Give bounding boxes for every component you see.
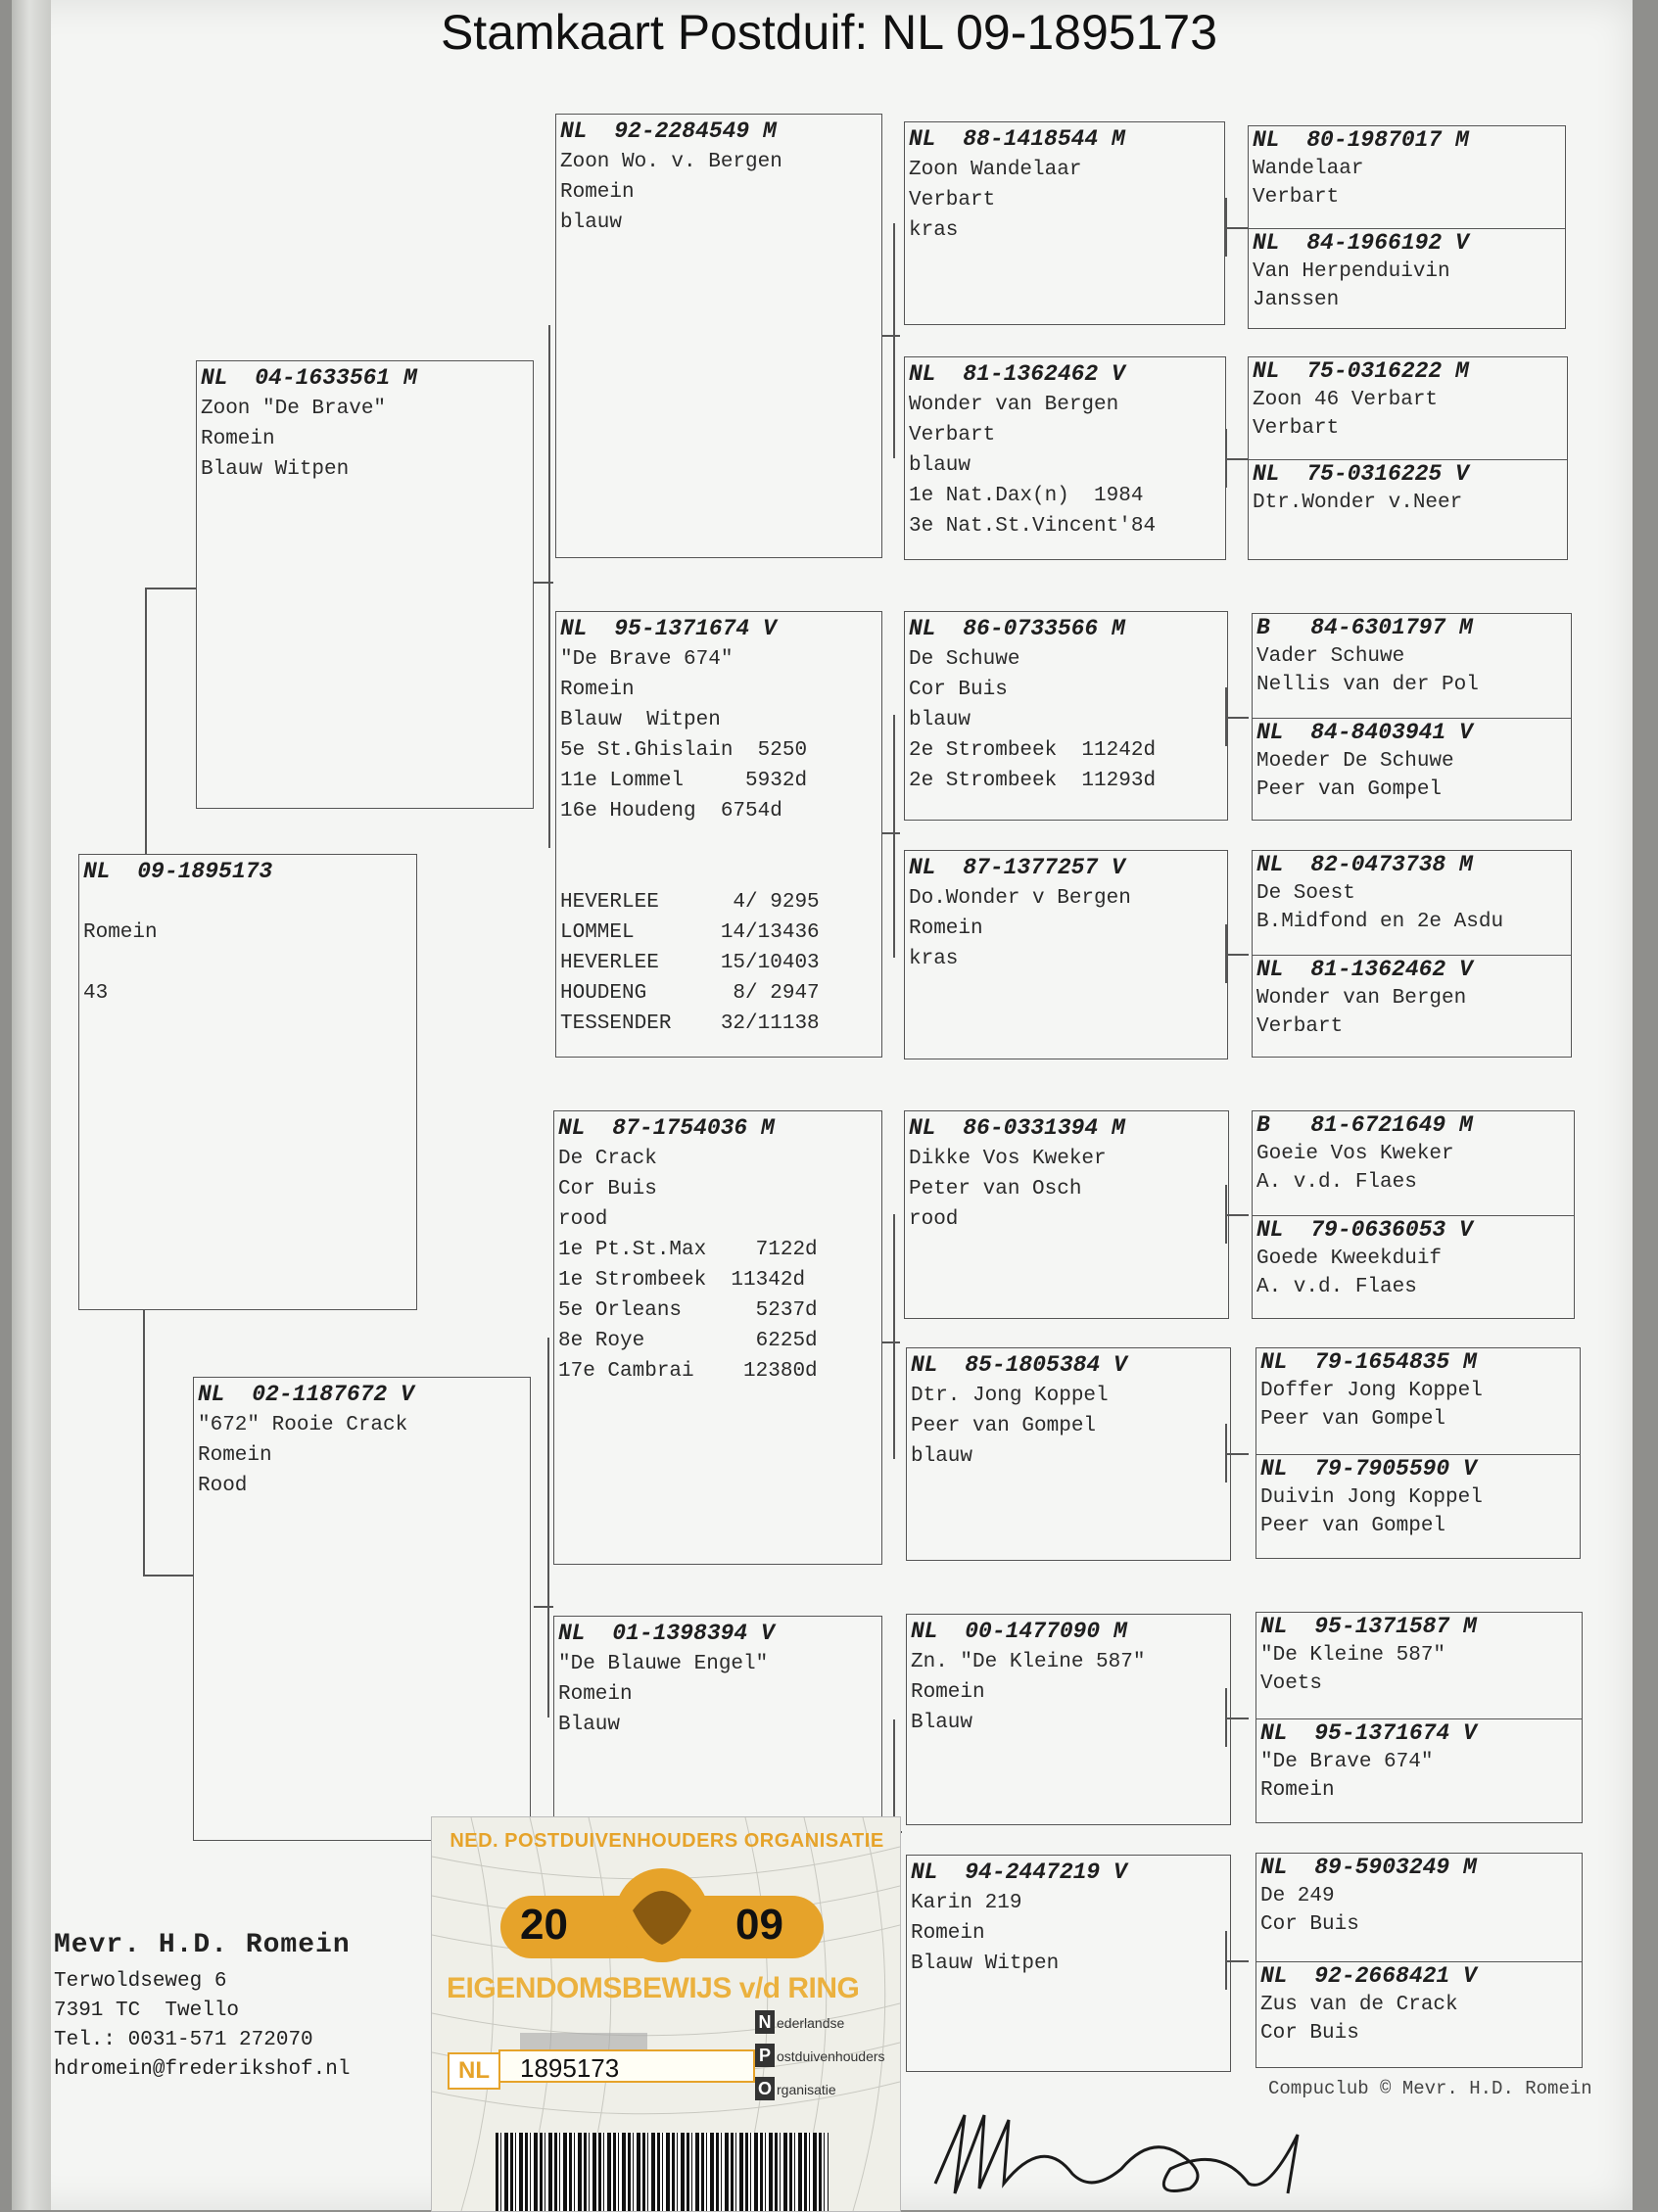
pedigree-line: Romein (1260, 1779, 1335, 1802)
binder-edge (12, 0, 51, 2210)
pedigree-line: 2e Strombeek 11293d (909, 770, 1157, 792)
npo-word-p: ostduivenhouders (777, 2048, 885, 2064)
certificate-doc-title: EIGENDOMSBEWIJS v/d RING (447, 1972, 860, 2004)
certificate-year-left: 20 (520, 1901, 568, 1949)
pedigree-line (560, 826, 877, 857)
dam-entry (1253, 718, 1571, 820)
ring-number: NL 92-2668421 V (1260, 1963, 1477, 1989)
pedigree-line: 1e Strombeek 11342d (558, 1269, 806, 1292)
npo-letter-o: O (755, 2077, 775, 2100)
npo-word-n: ederlandse (777, 2015, 845, 2031)
connector-line (534, 582, 553, 584)
pedigree-line: Verbart (1256, 1015, 1344, 1038)
connector-line (534, 1606, 553, 1608)
ring-number: NL 88-1418544 M (909, 126, 1125, 152)
pedigree-line: Dtr. Jong Koppel (911, 1385, 1109, 1407)
connector-line (1227, 227, 1249, 229)
father-box (196, 360, 534, 809)
connector-line (882, 335, 900, 337)
connector-line (1227, 954, 1249, 956)
pedigree-line: Romein (911, 1681, 985, 1704)
great-grandparent-box (904, 850, 1228, 1059)
pedigree-line: "De Kleine 587" (1260, 1644, 1446, 1667)
pedigree-line: Cor Buis (558, 1178, 657, 1200)
great-grandparent-box (906, 1855, 1231, 2072)
sire-entry (1249, 126, 1565, 228)
ring-number: NL 00-1477090 M (911, 1619, 1127, 1644)
ring-number: NL 79-0636053 V (1256, 1217, 1473, 1243)
signature (925, 2076, 1337, 2203)
sire-entry (1253, 851, 1571, 955)
pedigree-line: TESSENDER 32/11138 (560, 1012, 820, 1035)
npo-letter-p: P (755, 2044, 775, 2067)
dam-entry (1253, 955, 1571, 1057)
great-great-grandparent-pair (1252, 613, 1572, 821)
great-great-grandparent-pair (1248, 356, 1568, 560)
pedigree-line: blauw (909, 454, 971, 477)
pedigree-line: Romein (198, 1444, 272, 1467)
sire-entry (1253, 614, 1571, 718)
dam-entry (1256, 1961, 1582, 2067)
great-grandparent-box (906, 1614, 1231, 1825)
pedigree-line: kras (909, 948, 959, 970)
pedigree-line: 16e Houdeng 6754d (560, 800, 782, 823)
connector-line (1227, 1453, 1249, 1455)
pedigree-line: Verbart (909, 424, 996, 447)
pedigree-line: Cor Buis (1260, 1913, 1359, 1936)
pedigree-line: LOMMEL 14/13436 (560, 921, 820, 944)
pedigree-line: Zus van de Crack (1260, 1994, 1458, 2016)
sire-entry (1256, 1613, 1582, 1718)
great-grandparent-box (904, 356, 1226, 560)
pedigree-line: Romein (83, 921, 158, 944)
pedigree-line: Peer van Gompel (1256, 778, 1443, 801)
pedigree-line: A. v.d. Flaes (1256, 1276, 1417, 1298)
ring-number: B 81-6721649 M (1256, 1112, 1473, 1138)
ring-number: NL 75-0316222 M (1253, 358, 1469, 384)
npo-logo (755, 2006, 892, 2106)
pedigree-line: Romein (909, 918, 983, 940)
pedigree-line: Romein (558, 1683, 633, 1706)
pedigree-line: Blauw Witpen (911, 1953, 1060, 1975)
pedigree-line: HEVERLEE 4/ 9295 (560, 891, 820, 914)
pedigree-line: 5e Orleans 5237d (558, 1299, 818, 1322)
connector-line (893, 715, 895, 958)
sire-entry (1256, 1348, 1580, 1454)
connector-line (882, 832, 900, 834)
pedigree-line: Vader Schuwe (1256, 645, 1405, 668)
great-great-grandparent-pair (1252, 850, 1572, 1058)
pedigree-line: Karin 219 (911, 1892, 1022, 1914)
ring-number: NL 79-7905590 V (1260, 1456, 1477, 1482)
pedigree-line: Wandelaar (1253, 158, 1364, 180)
certificate-country: NL (448, 2052, 500, 2090)
great-great-grandparent-pair (1255, 1853, 1583, 2068)
great-grandparent-box (906, 1347, 1231, 1561)
connector-line (1227, 1214, 1249, 1216)
barcode (496, 2133, 829, 2211)
pedigree-line: Zn. "De Kleine 587" (911, 1651, 1146, 1673)
dam-entry (1256, 1718, 1582, 1822)
sire-entry (1249, 357, 1567, 459)
pedigree-line (83, 948, 412, 978)
ring-number: NL 86-0331394 M (909, 1115, 1125, 1141)
ring-number: B 84-6301797 M (1256, 615, 1473, 640)
owner-street: Terwoldseweg 6 (54, 1970, 227, 1993)
great-great-grandparent-pair (1248, 125, 1566, 329)
ring-number: NL 02-1187672 V (198, 1382, 414, 1407)
ring-number: NL 95-1371674 V (560, 616, 777, 641)
ring-number: NL 87-1754036 M (558, 1115, 775, 1141)
pedigree-line: De Soest (1256, 882, 1355, 905)
pedigree-line: Verbart (1253, 186, 1340, 209)
ring-number: NL 84-1966192 V (1253, 230, 1469, 256)
pedigree-line: Cor Buis (909, 679, 1008, 701)
grandparent-box (555, 611, 882, 1058)
pedigree-line: Zoon 46 Verbart (1253, 389, 1439, 411)
mother-box (193, 1377, 531, 1841)
great-grandparent-box (904, 1110, 1229, 1319)
pedigree-line: kras (909, 219, 959, 242)
dam-entry (1249, 459, 1567, 559)
ring-number: NL 81-1362462 V (909, 361, 1125, 387)
connector-line (1227, 1718, 1249, 1719)
pedigree-line: blauw (909, 709, 971, 731)
pedigree-line: 1e Nat.Dax(n) 1984 (909, 485, 1144, 507)
owner-phone: Tel.: 0031-571 272070 (54, 2029, 313, 2051)
pedigree-line: 8e Roye 6225d (558, 1330, 818, 1352)
pedigree-line: Peer van Gompel (911, 1415, 1097, 1437)
great-grandparent-box (904, 611, 1228, 821)
pedigree-line: blauw (911, 1445, 973, 1468)
connector-line (893, 223, 895, 458)
ring-number: NL 79-1654835 M (1260, 1349, 1477, 1375)
ring-number: NL 92-2284549 M (560, 118, 777, 144)
owner-address (54, 1924, 351, 2085)
pedigree-line: B.Midfond en 2e Asdu (1256, 911, 1504, 933)
owner-name: Mevr. H.D. Romein (54, 1930, 351, 1960)
connector-line (882, 1341, 900, 1343)
pedigree-line: Blauw (911, 1712, 973, 1734)
software-credit: Compuclub © Mevr. H.D. Romein (1268, 2078, 1592, 2099)
connector-line (143, 1575, 193, 1577)
pedigree-line: De Schuwe (909, 648, 1020, 671)
pedigree-line (83, 887, 412, 918)
dam-entry (1253, 1215, 1574, 1318)
pedigree-line: 3e Nat.St.Vincent'84 (909, 515, 1157, 538)
pedigree-line: Verbart (909, 189, 996, 212)
ring-ownership-certificate (431, 1816, 901, 2212)
sire-entry (1256, 1854, 1582, 1961)
pedigree-line: "672" Rooie Crack (198, 1414, 408, 1436)
pedigree-line: "De Blauwe Engel" (558, 1653, 769, 1675)
ring-number: NL 87-1377257 V (909, 855, 1125, 880)
ring-number: NL 01-1398394 V (558, 1621, 775, 1646)
pedigree-line: Zoon "De Brave" (201, 398, 387, 420)
ring-number: NL 80-1987017 M (1253, 127, 1469, 153)
connector-line (1227, 717, 1249, 719)
grandparent-box (553, 1616, 882, 1819)
pedigree-line (560, 857, 877, 887)
pedigree-line: "De Brave 674" (560, 648, 734, 671)
pedigree-line: Goede Kweekduif (1256, 1247, 1443, 1270)
pedigree-line: 11e Lommel 5932d (560, 770, 808, 792)
pedigree-line: Romein (560, 181, 635, 204)
dam-entry (1249, 228, 1565, 328)
pedigree-line: Blauw Witpen (560, 709, 721, 731)
pedigree-line: Blauw (558, 1714, 621, 1736)
pedigree-line: Wonder van Bergen (909, 394, 1119, 416)
pedigree-line: HEVERLEE 15/10403 (560, 952, 820, 974)
owner-city: 7391 TC Twello (54, 2000, 240, 2022)
pedigree-line: Wonder van Bergen (1256, 987, 1467, 1010)
ring-number: NL 04-1633561 M (201, 365, 417, 391)
pedigree-line: Verbart (1253, 417, 1340, 440)
pedigree-line: 17e Cambrai 12380d (558, 1360, 818, 1383)
grandparent-box (555, 114, 882, 558)
ring-number: NL 94-2447219 V (911, 1859, 1127, 1885)
connector-line (893, 1214, 895, 1459)
ring-number: NL 84-8403941 V (1256, 720, 1473, 745)
pedigree-line: Janssen (1253, 289, 1340, 311)
pedigree-line: Dikke Vos Kweker (909, 1148, 1107, 1170)
pedigree-line: Zoon Wo. v. Bergen (560, 151, 782, 173)
pedigree-line: blauw (560, 212, 623, 234)
ring-number: NL 85-1805384 V (911, 1352, 1127, 1378)
pedigree-line: Doffer Jong Koppel (1260, 1380, 1483, 1402)
pedigree-line: De 249 (1260, 1885, 1335, 1907)
ring-number: NL 75-0316225 V (1253, 461, 1469, 487)
pedigree-line: Nellis van der Pol (1256, 674, 1479, 696)
pedigree-line: Dtr.Wonder v.Neer (1253, 492, 1463, 514)
pedigree-line: Peter van Osch (909, 1178, 1082, 1200)
pedigree-line: Moeder De Schuwe (1256, 750, 1454, 773)
pedigree-line: Voets (1260, 1672, 1323, 1695)
connector-line (547, 1338, 549, 1718)
dam-entry (1256, 1454, 1580, 1558)
connector-line (145, 588, 196, 589)
great-great-grandparent-pair (1255, 1347, 1581, 1559)
pedigree-line: Blauw Witpen (201, 458, 350, 481)
pedigree-line: "De Brave 674" (1260, 1751, 1434, 1773)
pedigree-line: 43 (83, 982, 109, 1005)
great-grandparent-box (904, 121, 1225, 325)
pedigree-line: Romein (201, 428, 275, 450)
pedigree-line: 5e St.Ghislain 5250 (560, 739, 808, 762)
certificate-ring-number: 1895173 (498, 2049, 755, 2083)
npo-letter-n: N (755, 2010, 775, 2034)
pedigree-line: rood (558, 1208, 608, 1231)
pedigree-line: Romein (911, 1922, 985, 1945)
pedigree-line: Romein (560, 679, 635, 701)
connector-line (548, 325, 550, 848)
grandparent-box (553, 1110, 882, 1565)
pedigree-line: Peer van Gompel (1260, 1408, 1446, 1431)
pedigree-line: Cor Buis (1260, 2022, 1359, 2045)
ring-number: NL 81-1362462 V (1256, 957, 1473, 982)
sire-entry (1253, 1111, 1574, 1215)
ring-number: NL 82-0473738 M (1256, 852, 1473, 877)
ring-number: NL 95-1371674 V (1260, 1720, 1477, 1746)
pedigree-line: Peer van Gompel (1260, 1515, 1446, 1537)
pedigree-line: A. v.d. Flaes (1256, 1171, 1417, 1194)
page-title: Stamkaart Postduif: NL 09-1895173 (440, 5, 1218, 60)
great-great-grandparent-pair (1255, 1612, 1583, 1823)
pedigree-line: Zoon Wandelaar (909, 159, 1082, 181)
connector-line (143, 1310, 145, 1575)
pedigree-line: rood (909, 1208, 959, 1231)
certificate-year-right: 09 (735, 1901, 783, 1949)
great-great-grandparent-pair (1252, 1110, 1575, 1319)
pedigree-line: De Crack (558, 1148, 657, 1170)
pedigree-line: Van Herpenduivin (1253, 260, 1450, 283)
npo-word-o: rganisatie (777, 2082, 836, 2097)
pedigree-line: Rood (198, 1475, 248, 1497)
connector-line (1227, 1960, 1249, 1962)
owner-email: hdromein@frederikshof.nl (54, 2058, 351, 2081)
pedigree-line: 1e Pt.St.Max 7122d (558, 1239, 818, 1261)
certificate-org: NED. POSTDUIVENHOUDERS ORGANISATIE (450, 1830, 884, 1852)
pedigree-line: Do.Wonder v Bergen (909, 887, 1131, 910)
ring-number: NL 89-5903249 M (1260, 1855, 1477, 1880)
subject-box (78, 854, 417, 1310)
ring-number: NL 95-1371587 M (1260, 1614, 1477, 1639)
connector-line (1227, 458, 1249, 460)
connector-line (145, 588, 147, 854)
pedigree-line: HOUDENG 8/ 2947 (560, 982, 820, 1005)
pedigree-line: 2e Strombeek 11242d (909, 739, 1157, 762)
ring-number: NL 86-0733566 M (909, 616, 1125, 641)
pedigree-line: Goeie Vos Kweker (1256, 1143, 1454, 1165)
ring-number: NL 09-1895173 (83, 859, 273, 884)
pedigree-line: Duivin Jong Koppel (1260, 1486, 1483, 1509)
